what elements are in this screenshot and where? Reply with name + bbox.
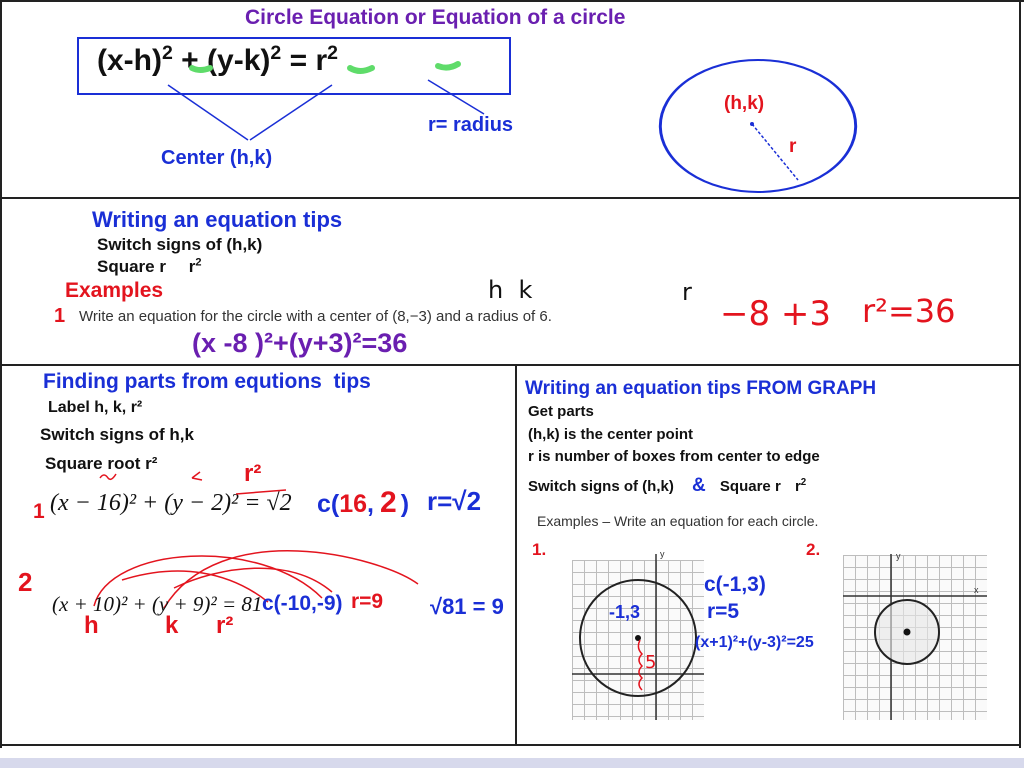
hand-mark-k [192, 472, 202, 480]
graph-example-1-label: 1. [532, 540, 547, 559]
bl-example-1-r2-mark: r² [244, 460, 262, 487]
graph-tips-heading: Writing an equation tips FROM GRAPH [525, 378, 877, 399]
bl-example-1-equation: (x − 16)² + (y − 2)² = √2 [50, 490, 292, 516]
formula-exp-3: 2 [327, 42, 338, 64]
tip-square-r [97, 257, 202, 277]
graph-tip-get-parts: Get parts [528, 403, 594, 420]
example-answer: (x -8 )²+(y+3)²=36 [192, 328, 408, 358]
bl-example-2-k: k [165, 612, 179, 639]
graph-tip-amp: & [692, 475, 706, 496]
bl-handwriting [0, 366, 515, 666]
tip-switch-signs: Switch signs of (h,k) [97, 235, 263, 254]
graph-1-drawing [572, 548, 712, 723]
graph-1-radius: r=5 [707, 600, 740, 623]
graph-2-x-label: x [974, 585, 979, 595]
graph-tip-square-text: Square r [719, 478, 781, 495]
finding-parts-heading: Finding parts from equtions tips [43, 370, 371, 393]
graph-tip-square-symbol: $r^2$ [794, 477, 807, 495]
graph-2-drawing [843, 548, 993, 723]
hand-mark-h [100, 474, 116, 479]
frame-bottom-border [0, 744, 1021, 746]
top-annotations [0, 0, 1024, 200]
bl-example-2-sqrt: √81 = 9 [430, 594, 504, 619]
center-pointer-left [168, 85, 248, 140]
center-label: Center (h,k) [161, 147, 273, 169]
green-mark-2 [350, 68, 372, 71]
formula-x-term: (x-h) [97, 44, 162, 77]
radius-pointer [428, 80, 484, 114]
examples-label: Examples [65, 279, 164, 302]
graph-example-2-label: 2. [806, 540, 821, 559]
hand-r-label: r [682, 278, 692, 306]
green-mark-3 [438, 64, 458, 68]
formula-equals: = [281, 44, 316, 77]
formula-exp-1: 2 [161, 42, 173, 64]
example-number: 1 [54, 305, 66, 327]
graph-1-center-point: -1,3 [609, 602, 641, 622]
bl-example-1-k: 2 [380, 486, 397, 519]
graph-1-y-label: y [660, 549, 665, 559]
graph-2-center-dot [904, 629, 911, 636]
circle-diagram [660, 60, 855, 192]
hand-r2-underline [236, 490, 286, 494]
bl-example-2-radius: r=9 [351, 590, 384, 613]
formula-exp-2: 2 [270, 42, 282, 64]
hand-switched-signs: −8 +3 [720, 294, 832, 334]
bl-example-2-number: 2 [18, 567, 33, 597]
center-pointer-right [250, 85, 332, 140]
page-title: Circle Equation or Equation of a circle [245, 6, 626, 29]
diagram-center-label: (h,k) [724, 93, 765, 114]
tips-heading: Writing an equation tips [92, 207, 343, 232]
graph-tip-radius: r is number of boxes from center to edge [528, 448, 820, 465]
green-mark-1 [192, 68, 210, 70]
divider-vertical [515, 366, 517, 744]
tip-square-root: Square root r² [45, 454, 158, 473]
graph-2-y-label: y [896, 551, 901, 561]
hand-r-squared: r²=36 [862, 292, 956, 330]
tip-square-r-text: Square r [97, 257, 166, 276]
tip-label-hkr: Label h, k, r² [48, 399, 143, 416]
graph-1-center: c(-1,3) [704, 573, 766, 596]
bl-example-2-h: h [84, 612, 99, 639]
bottom-strip [0, 758, 1024, 768]
formula-y-term: (y-k) [207, 44, 271, 77]
graph-tip-center: (h,k) is the center point [528, 426, 694, 443]
formula-plus: + [172, 44, 208, 77]
graph-tip-switch-text: Switch signs of (h,k) [528, 478, 674, 495]
bl-example-2-r2: r² [216, 612, 234, 639]
tip-switch-hk: Switch signs of h,k [40, 425, 194, 444]
hand-hk-label: h k [488, 276, 533, 304]
graph-1-equation: (x+1)²+(y-3)²=25 [695, 634, 814, 651]
bl-example-2-center: c(-10,-9) [262, 592, 343, 615]
graph-1-hand-radius [638, 640, 642, 690]
radius-label: r= radius [428, 114, 514, 136]
example-problem: Write an equation for the circle with a center of (8,−3) and a radius of 6. [79, 308, 552, 325]
bl-example-2-equation: (x + 10)² + (y + 9)² = 81 [52, 592, 263, 616]
graph-1-hand-5: 5 [645, 652, 657, 673]
bl-example-1-center: c(16, 2 ) [317, 486, 410, 519]
bl-example-1-h: 16 [339, 490, 368, 518]
diagram-radius-label: r [789, 136, 797, 157]
bl-example-1-number: 1 [33, 500, 45, 523]
tip-square-r-symbol: $r^2$ [188, 256, 202, 276]
graph-tip-switch [528, 475, 806, 497]
bl-example-1-radius: r=√2 [427, 486, 482, 516]
graph-examples-caption: Examples – Write an equation for each circle. [537, 513, 819, 529]
formula-r: r [315, 44, 328, 77]
